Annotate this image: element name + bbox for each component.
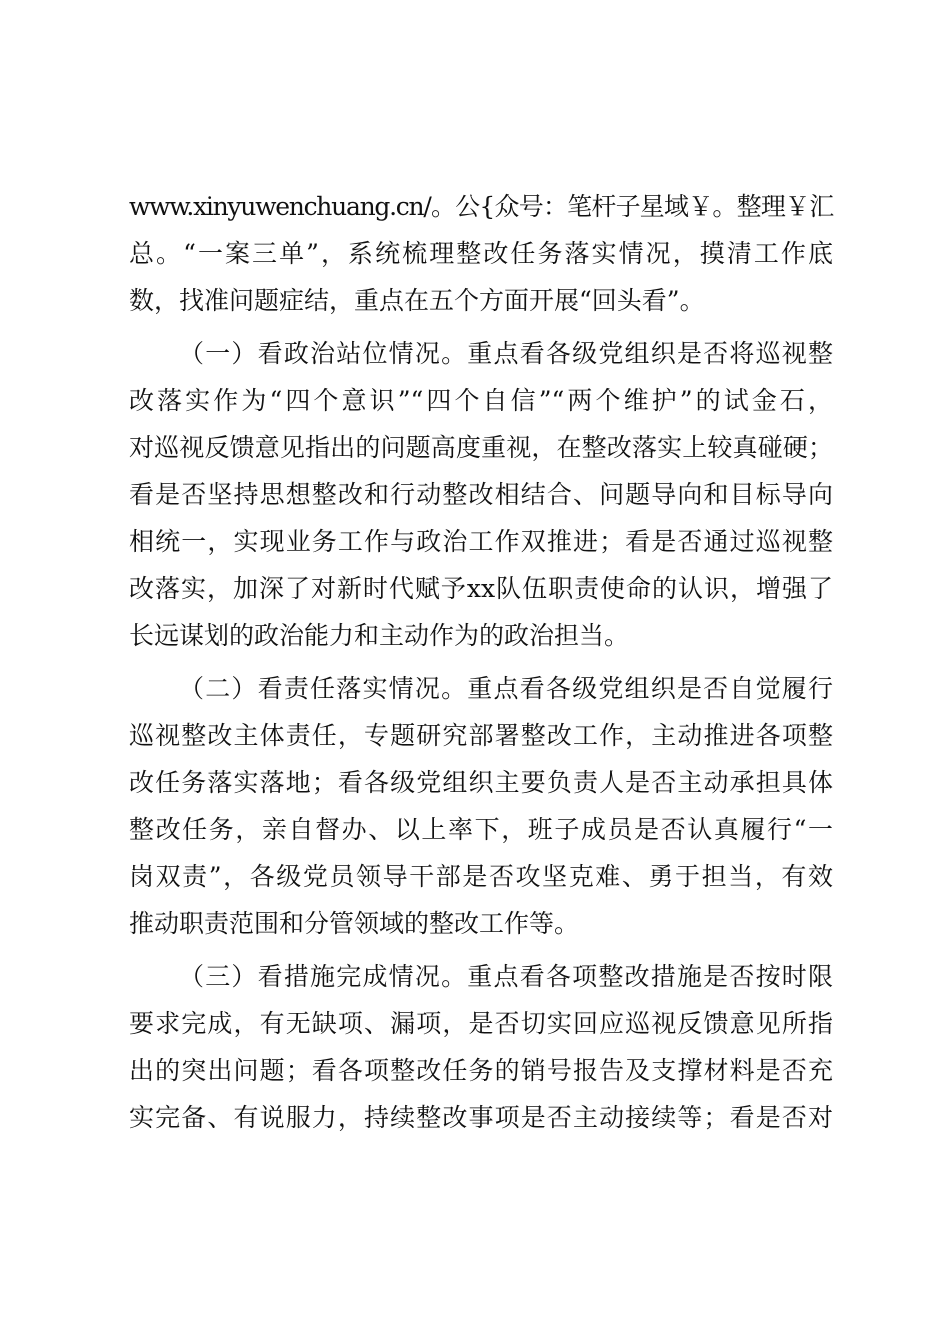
- text-line: 长远谋划的政治能力和主动作为的政治担当。: [129, 621, 630, 650]
- text-line: 出的突出问题；看各项整改任务的销号报告及支撑材料是否充: [129, 1056, 833, 1085]
- text-line: （一）看政治站位情况。重点看各级党组织是否将巡视整: [179, 339, 833, 368]
- paragraph-measures: [129, 953, 833, 1141]
- text-line: 总。“一案三单”，系统梳理整改任务落实情况，摸清工作底: [129, 239, 833, 268]
- text-line: 对巡视反馈意见指出的问题高度重视，在整改落实上较真碰硬；: [129, 433, 833, 462]
- paragraph-responsibility: [129, 665, 833, 947]
- text-line: 改落实作为“四个意识”“四个自信”“两个维护”的试金石，: [129, 386, 833, 415]
- text-line: www.xinyuwenchuang.cn/。公{众号：笔杆子星域￥。整理￥汇: [129, 192, 833, 221]
- text-line: 数，找准问题症结，重点在五个方面开展“回头看”。: [129, 286, 705, 315]
- text-line: 相统一，实现业务工作与政治工作双推进；看是否通过巡视整: [129, 527, 833, 556]
- paragraph-intro: [129, 183, 833, 324]
- document-body: [129, 183, 833, 1141]
- text-line: 推动职责范围和分管领域的整改工作等。: [129, 909, 580, 938]
- text-line: 岗双责”，各级党员领导干部是否攻坚克难、勇于担当，有效: [129, 862, 833, 891]
- text-line: 改任务落实落地；看各级党组织主要负责人是否主动承担具体: [129, 768, 833, 797]
- text-line: （三）看措施完成情况。重点看各项整改措施是否按时限: [179, 962, 833, 991]
- text-line: 实完备、有说服力，持续整改事项是否主动接续等；看是否对: [129, 1103, 833, 1132]
- text-line: （二）看责任落实情况。重点看各级党组织是否自觉履行: [179, 674, 833, 703]
- text-line: 整改任务，亲自督办、以上率下，班子成员是否认真履行“一: [129, 815, 833, 844]
- text-line: 要求完成，有无缺项、漏项，是否切实回应巡视反馈意见所指: [129, 1009, 833, 1038]
- text-line: 改落实，加深了对新时代赋予xx队伍职责使命的认识，增强了: [129, 574, 833, 603]
- text-line: 巡视整改主体责任，专题研究部署整改工作，主动推进各项整: [129, 721, 833, 750]
- paragraph-political-stance: [129, 330, 833, 659]
- text-line: 看是否坚持思想整改和行动整改相结合、问题导向和目标导向: [129, 480, 833, 509]
